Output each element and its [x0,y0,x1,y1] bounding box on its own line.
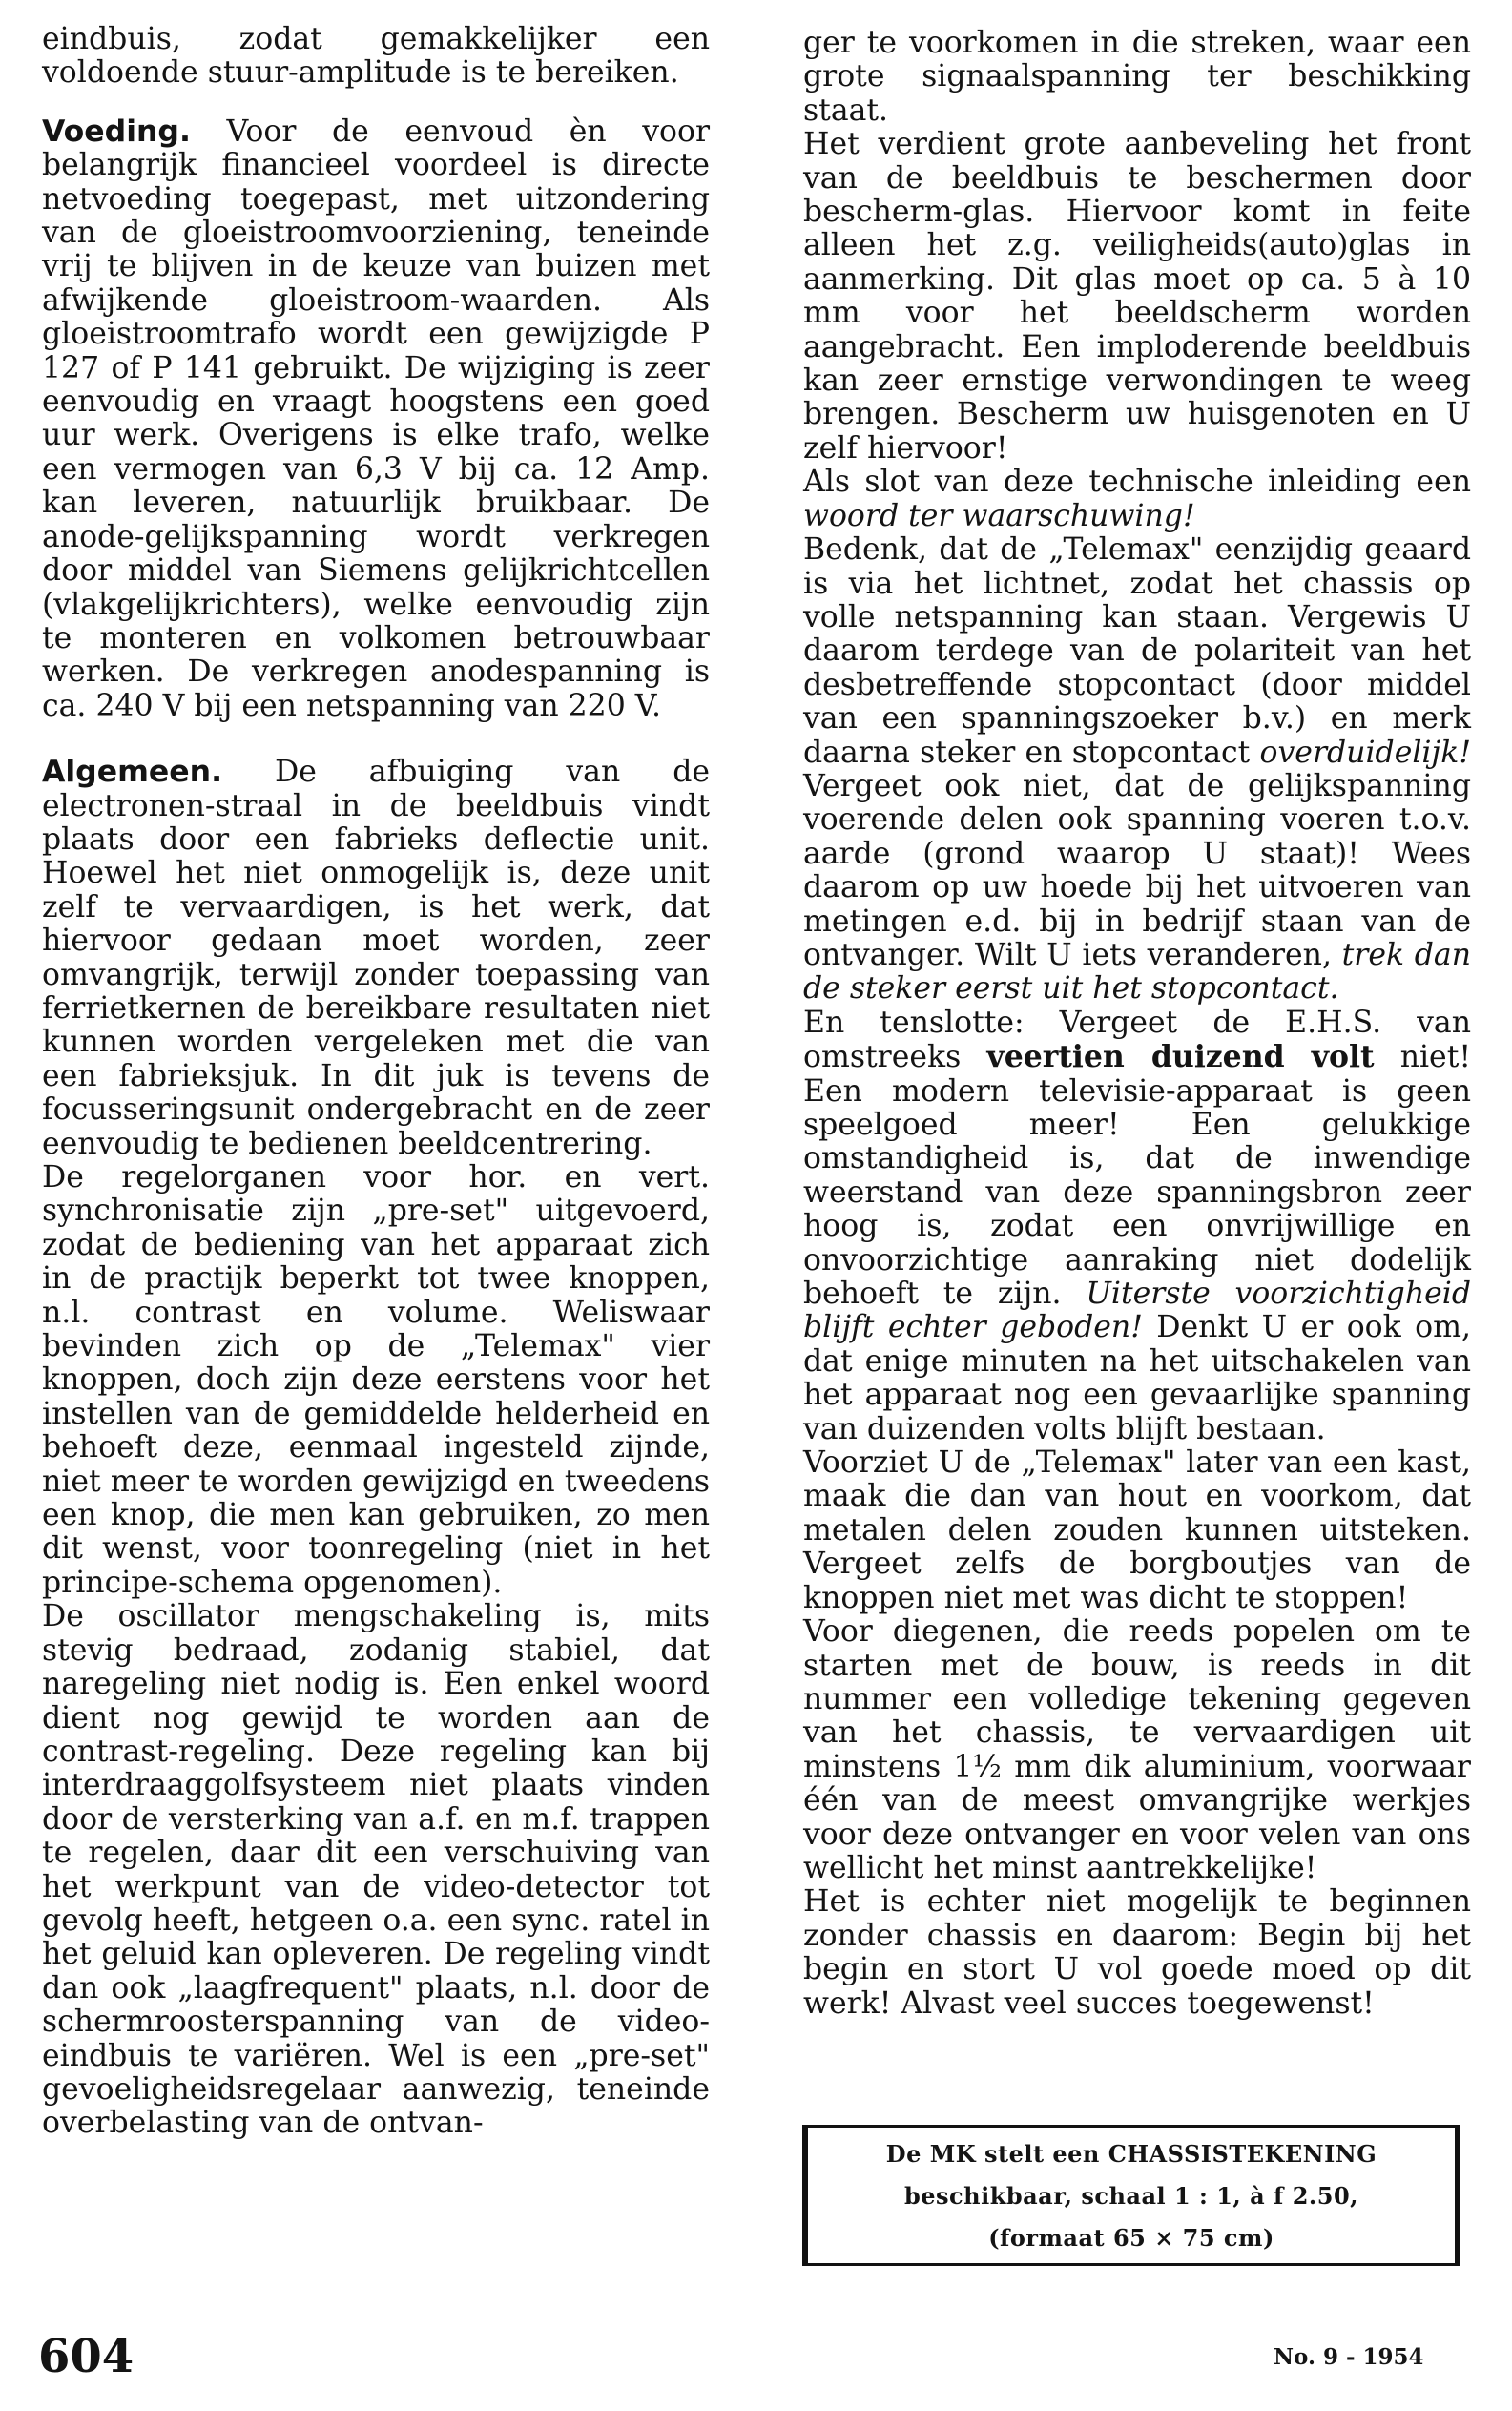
netspanning-text-a: Bedenk, dat de „Telemax" eenzijdig geaard is via het lichtnet, zodat het chassis op volle netspanning kan staan. Vergewis U daarom terdege van de polariteit van het desbetreffende stopcontact (door middel van een spanningszoeker b.v.) en merk daarna steker en stopcontact [803,532,1471,770]
netspanning-italic-a: overduidelijk! [1259,735,1472,770]
page-number: 604 [38,2330,135,2383]
left-column [42,23,710,2141]
heading-voeding: Voeding. [42,114,191,149]
ehs-text-b: niet! Een modern televisie-apparaat is geen speelgoed meer! Een gelukkige omstandigheid is, dat de inwendige weerstand van deze spanningsbron zeer hoog is, zodat een onvrijwillige en onvoorzichtige aanraking niet dodelijk behoeft te zijn. [803,1040,1472,1312]
chassis-drawing-notice-box [802,2125,1460,2266]
netspanning-text-b: Vergeet ook niet, dat de gelijkspanning voerende delen ook spanning voeren t.o.v. aarde (grond waarop U staat)! Wees daarom op uw hoede bij het uitvoeren van metingen e.d. bij in bedrijf staan van de ontvanger. Wilt U iets veranderen, [803,768,1471,972]
paragraph-oscillator: De oscillator mengschakeling is, mits stevig bedraad, zodanig stabiel, dat naregeling niet nodig is. Een enkel woord dient nog gewijd te worden aan de contrast-regeling. Deze regeling kan bij interdraaggolfsysteem niet plaats vinden door de versterking van a.f. en m.f. trappen te regelen, daar dit een verschuiving van het werkpunt van de video-detector tot gevolg heeft, hetgeen o.a. een sync. ratel in het geluid kan opleveren. De regeling vindt dan ook „laagfrequent" plaats, n.l. door de schermroosterspanning van de video-eindbuis te variëren. Wel is een „pre-set" gevoeligheidsregelaar aanwezig, teneinde overbelasting van de ontvan- [42,1599,710,2141]
ehs-bold: veertien duizend volt [986,1039,1375,1075]
paragraph-inleiding-slot [803,466,1471,533]
notice-line-3: (formaat 65 × 75 cm) [988,2224,1274,2252]
paragraph-regelorganen: De regelorganen voor hor. en vert. synchronisatie zijn „pre-set" uitgevoerd, zodat de bediening van het apparaat zich in de practijk beperkt tot twee knoppen, n.l. contrast en volume. Weliswaar bevinden zich op de „Telemax" vier knoppen, doch zijn deze eerstens voor het instellen van de gemiddelde helderheid en behoeft deze, eenmaal ingesteld zijnde, niet meer te worden gewijzigd en tweedens een knop, die men kan gebruiken, zo men dit wenst, voor toonregeling (niet in het principe-schema opgenomen). [42,1160,710,1600]
paragraph-intro: eindbuis, zodat gemakkelijker een voldoende stuur-amplitude is te bereiken. [42,22,710,91]
ehs-text-a: En tenslotte: Vergeet de E.H.S. van omstreeks [803,1005,1471,1075]
algemeen-text: De afbuiging van de electronen-straal in de beeldbuis vindt plaats door een fabrieks deflectie unit. Hoewel het niet onmogelijk is, deze unit zelf te vervaardigen, is het werk, dat hiervoor gedaan moet worden, zeer omvangrijk, terwijl zonder toepassing van ferrietkernen de bereikbare resultaten niet kunnen worden vergeleken met die van een fabrieksjuk. In dit juk is tevens de focusseringsunit ondergebracht en de zeer eenvoudig te bedienen beeldcentrering. [42,755,710,1161]
paragraph-kast: Voorziet U de „Telemax" later van een kast, maak die dan van hout en voorkom, dat metalen delen zouden kunnen uitsteken. Vergeet zelfs de borgboutjes van de knoppen niet met was dicht te stoppen! [803,1445,1471,1615]
paragraph-continuation: ger te voorkomen in die streken, waar een grote signaalspanning ter beschikking staat. [803,26,1471,128]
paragraph-ehs [803,1007,1471,1446]
heading-algemeen: Algemeen. [42,755,223,790]
issue-label: No. 9 - 1954 [1274,2344,1424,2370]
paragraph-voeding [42,115,710,723]
netspanning-italic-b: trek dan de steker eerst uit het stopcontact. [803,937,1471,1007]
ehs-text-c: Denkt U er ook om, dat enige minuten na het uitschakelen van het apparaat nog een gevaarlijke spanning van duizenden volts blijft bestaan. [803,1310,1471,1446]
inleiding-text: Als slot van deze technische inleiding een [803,465,1471,500]
paragraph-algemeen [42,756,710,1161]
paragraph-chassis: Voor diegenen, die reeds popelen om te starten met de bouw, is reeds in dit nummer een volledige tekening gegeven van het chassis, te vervaardigen uit minstens 1½ mm dik aluminium, voorwaar één van de meest omvangrijke werkjes voor deze ontvanger en voor velen van ons wellicht het minst aantrekkelijke! [803,1614,1471,1885]
paragraph-netspanning [803,533,1471,1007]
right-column [803,27,1471,2021]
paragraph-slot: Het is echter niet mogelijk te beginnen zonder chassis en daarom: Begin bij het begin en stort U vol goede moed op dit werk! Alvast veel succes toegewenst! [803,1884,1471,2021]
notice-line-1: De MK stelt een CHASSISTEKENING [885,2140,1377,2168]
notice-line-2: beschikbaar, schaal 1 : 1, à f 2.50, [903,2182,1359,2210]
ehs-italic: Uiterste voorzichtigheid blijft echter geboden! [803,1277,1471,1345]
voeding-text: Voor de eenvoud èn voor belangrijk financieel voordeel is directe netvoeding toegepast, met uitzondering van de gloeistroomvoorziening, teneinde vrij te blijven in de keuze van buizen met afwijkende gloeistroom-waarden. Als gloeistroomtrafo wordt een gewijzigde P 127 of P 141 gebruikt. De wijziging is zeer eenvoudig en vraagt hoogstens een goed uur werk. Overigens is elke trafo, welke een vermogen van 6,3 V bij ca. 12 Amp. kan leveren, natuurlijk bruikbaar. De anode-gelijkspanning wordt verkregen door middel van Siemens gelijkrichtcellen (vlakgelijkrichters), welke eenvoudig zijn te monteren en volkomen betrouwbaar werken. De verkregen anodespanning is ca. 240 V bij een netspanning van 220 V. [42,114,711,723]
inleiding-italic: woord ter waarschuwing! [803,498,1195,533]
paragraph-beschermglas: Het verdient grote aanbeveling het front van de beeldbuis te beschermen door bescherm-glas. Hiervoor komt in feite alleen het z.g. veiligheids(auto)glas in aanmerking. Dit glas moet op ca. 5 à 10 mm voor het beeldscherm worden aangebracht. Een imploderende beeldbuis kan zeer ernstige verwondingen te weeg brengen. Bescherm uw huisgenoten en U zelf hiervoor! [803,127,1471,466]
